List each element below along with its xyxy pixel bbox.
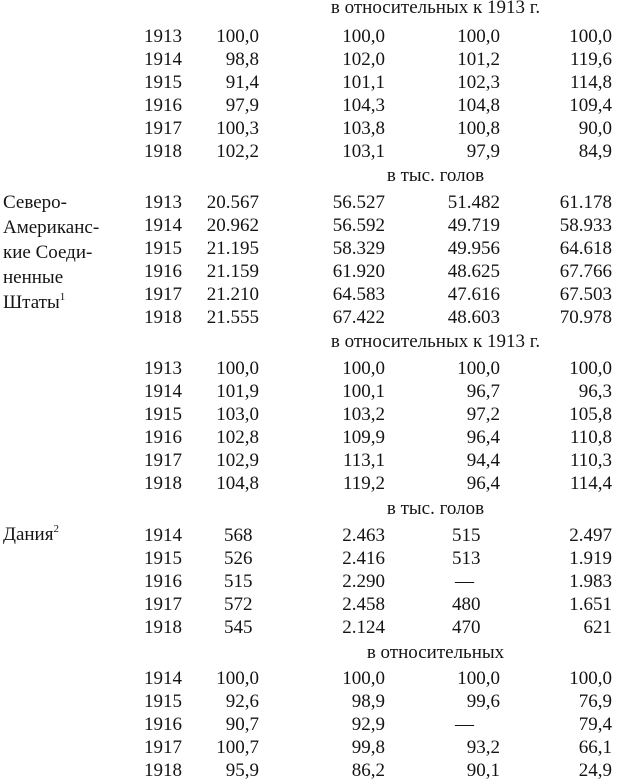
value-cell: 100,8 [457,118,500,139]
value-cell: 102,0 [342,49,385,70]
value-cell: 119,2 [342,473,385,494]
value-cell: 2.290 [342,571,385,592]
table-row [0,712,621,737]
value-cell: 86,2 [351,760,385,781]
value-cell: 100,0 [216,358,259,379]
value-cell: 119,6 [569,49,612,70]
value-cell: 621 [583,617,612,638]
country-line: Штаты$^1$ [3,291,66,313]
value-cell: 2.497 [569,525,612,546]
value-cell: 90,1 [466,760,500,781]
value-cell: 470 [452,617,481,638]
table-row [0,592,621,617]
country-line: кие Соеди- [3,242,93,263]
value-cell: 100,0 [342,26,385,47]
value-cell: 114,8 [569,72,612,93]
value-cell: 96,3 [578,381,612,402]
value-cell: 1.983 [569,571,612,592]
value-cell: 110,3 [569,450,612,471]
value-cell: 64.583 [332,284,385,305]
year-cell: 1916 [144,714,182,735]
value-cell: 94,4 [466,450,500,471]
table-row [0,615,621,640]
value-cell: 103,0 [216,404,259,425]
year-cell: 1916 [144,261,182,282]
value-cell: 48.625 [447,261,500,282]
value-cell: 100,0 [342,358,385,379]
value-cell: 67.422 [332,307,385,328]
value-cell: 20.962 [206,215,259,236]
value-cell: 64.618 [559,238,612,259]
table-row [0,379,621,404]
year-cell: 1917 [144,594,182,615]
value-cell: 58.329 [332,238,385,259]
value-cell: 2.124 [342,617,385,638]
value-cell: 24,9 [578,760,612,781]
table-row [0,735,621,760]
year-cell: 1915 [144,548,182,569]
year-cell: 1913 [144,26,182,47]
value-cell: 21.210 [206,284,259,305]
value-cell: 104,8 [216,473,259,494]
value-cell: 104,8 [457,95,500,116]
table-row [0,666,621,691]
year-cell: 1915 [144,691,182,712]
value-cell: 110,8 [569,427,612,448]
table-row [0,70,621,95]
table-row [0,356,621,381]
section-header: в тыс. голов [386,498,485,519]
year-cell: 1918 [144,473,182,494]
value-cell: 515 [224,571,253,592]
year-cell: 1914 [144,381,182,402]
value-cell: 102,9 [216,450,259,471]
table-row [0,689,621,714]
footnote-marker: 2 [53,523,59,535]
value-cell: 572 [224,594,253,615]
value-cell: 103,8 [342,118,385,139]
table-row [0,116,621,141]
table-row [0,523,621,548]
value-cell: 96,7 [466,381,500,402]
table-row [0,24,621,49]
value-cell: 100,0 [569,26,612,47]
year-cell: 1918 [144,617,182,638]
country-line: ненные [3,267,64,288]
table-row [0,569,621,594]
table-row [0,448,621,473]
table-row [0,47,621,72]
value-cell: 100,0 [457,668,500,689]
value-cell: 49.956 [447,238,500,259]
value-cell: 109,4 [569,95,612,116]
value-cell: 20.567 [206,192,259,213]
value-cell: 105,8 [569,404,612,425]
value-cell: 2.463 [342,525,385,546]
year-cell: 1917 [144,737,182,758]
table-row [0,425,621,450]
value-cell: 100,0 [457,26,500,47]
section-header: в относительных [366,642,505,663]
year-cell: 1913 [144,358,182,379]
value-cell: 97,9 [225,95,259,116]
value-cell: 21.555 [206,307,259,328]
value-cell: 21.159 [206,261,259,282]
value-cell: 58.933 [559,215,612,236]
country-label-usa [3,190,99,318]
value-cell: 76,9 [578,691,612,712]
value-cell: — [455,714,474,735]
country-label-denmark: Дания$^2$ [3,523,59,545]
value-cell: 100,0 [457,358,500,379]
year-cell: 1914 [144,668,182,689]
year-cell: 1914 [144,215,182,236]
value-cell: 100,0 [216,668,259,689]
value-cell: 1.919 [569,548,612,569]
table-row [0,758,621,783]
value-cell: — [455,571,474,592]
value-cell: 98,8 [225,49,259,70]
value-cell: 100,7 [216,737,259,758]
value-cell: 95,9 [225,760,259,781]
value-cell: 1.651 [569,594,612,615]
value-cell: 90,7 [225,714,259,735]
value-cell: 101,9 [216,381,259,402]
value-cell: 2.416 [342,548,385,569]
value-cell: 92,6 [225,691,259,712]
value-cell: 61.178 [559,192,612,213]
year-cell: 1916 [144,571,182,592]
value-cell: 113,1 [342,450,385,471]
value-cell: 97,2 [466,404,500,425]
value-cell: 100,0 [569,668,612,689]
value-cell: 99,6 [466,691,500,712]
value-cell: 102,8 [216,427,259,448]
value-cell: 100,0 [569,358,612,379]
value-cell: 56.592 [332,215,385,236]
value-cell: 102,3 [457,72,500,93]
value-cell: 114,4 [569,473,612,494]
country-line: Американс- [3,217,100,238]
year-cell: 1918 [144,760,182,781]
value-cell: 70.978 [559,307,612,328]
year-cell: 1917 [144,284,182,305]
value-cell: 97,9 [466,141,500,162]
value-cell: 526 [224,548,253,569]
year-cell: 1917 [144,118,182,139]
section-header: в относительных к 1913 г. [330,331,541,352]
year-cell: 1915 [144,404,182,425]
year-cell: 1915 [144,72,182,93]
value-cell: 79,4 [578,714,612,735]
year-cell: 1917 [144,450,182,471]
table-row [0,93,621,118]
value-cell: 103,2 [342,404,385,425]
value-cell: 101,1 [342,72,385,93]
value-cell: 100,0 [216,26,259,47]
value-cell: 102,2 [216,141,259,162]
value-cell: 51.482 [447,192,500,213]
value-cell: 61.920 [332,261,385,282]
section-header: в относительных к 1913 г. [330,0,541,18]
value-cell: 90,0 [578,118,612,139]
value-cell: 67.766 [559,261,612,282]
year-cell: 1918 [144,307,182,328]
value-cell: 100,0 [342,668,385,689]
section-header: в тыс. голов [386,165,485,186]
value-cell: 480 [452,594,481,615]
value-cell: 93,2 [466,737,500,758]
value-cell: 109,9 [342,427,385,448]
value-cell: 47.616 [447,284,500,305]
value-cell: 84,9 [578,141,612,162]
value-cell: 100,3 [216,118,259,139]
value-cell: 56.527 [332,192,385,213]
value-cell: 513 [452,548,481,569]
value-cell: 48.603 [447,307,500,328]
value-cell: 96,4 [466,473,500,494]
value-cell: 100,1 [342,381,385,402]
value-cell: 515 [452,525,481,546]
country-line: Северо- [3,192,67,213]
value-cell: 66,1 [578,737,612,758]
value-cell: 92,9 [351,714,385,735]
year-cell: 1913 [144,192,182,213]
value-cell: 96,4 [466,427,500,448]
value-cell: 49.719 [447,215,500,236]
table-row [0,546,621,571]
value-cell: 2.458 [342,594,385,615]
year-cell: 1914 [144,49,182,70]
value-cell: 568 [224,525,253,546]
table-row [0,471,621,496]
value-cell: 103,1 [342,141,385,162]
value-cell: 99,8 [351,737,385,758]
year-cell: 1916 [144,427,182,448]
year-cell: 1918 [144,141,182,162]
value-cell: 91,4 [225,72,259,93]
table-row [0,402,621,427]
table-row [0,139,621,164]
value-cell: 98,9 [351,691,385,712]
value-cell: 21.195 [206,238,259,259]
year-cell: 1915 [144,238,182,259]
value-cell: 104,3 [342,95,385,116]
year-cell: 1914 [144,525,182,546]
value-cell: 101,2 [457,49,500,70]
value-cell: 67.503 [559,284,612,305]
year-cell: 1916 [144,95,182,116]
footnote-marker: 1 [59,291,66,303]
value-cell: 545 [224,617,253,638]
